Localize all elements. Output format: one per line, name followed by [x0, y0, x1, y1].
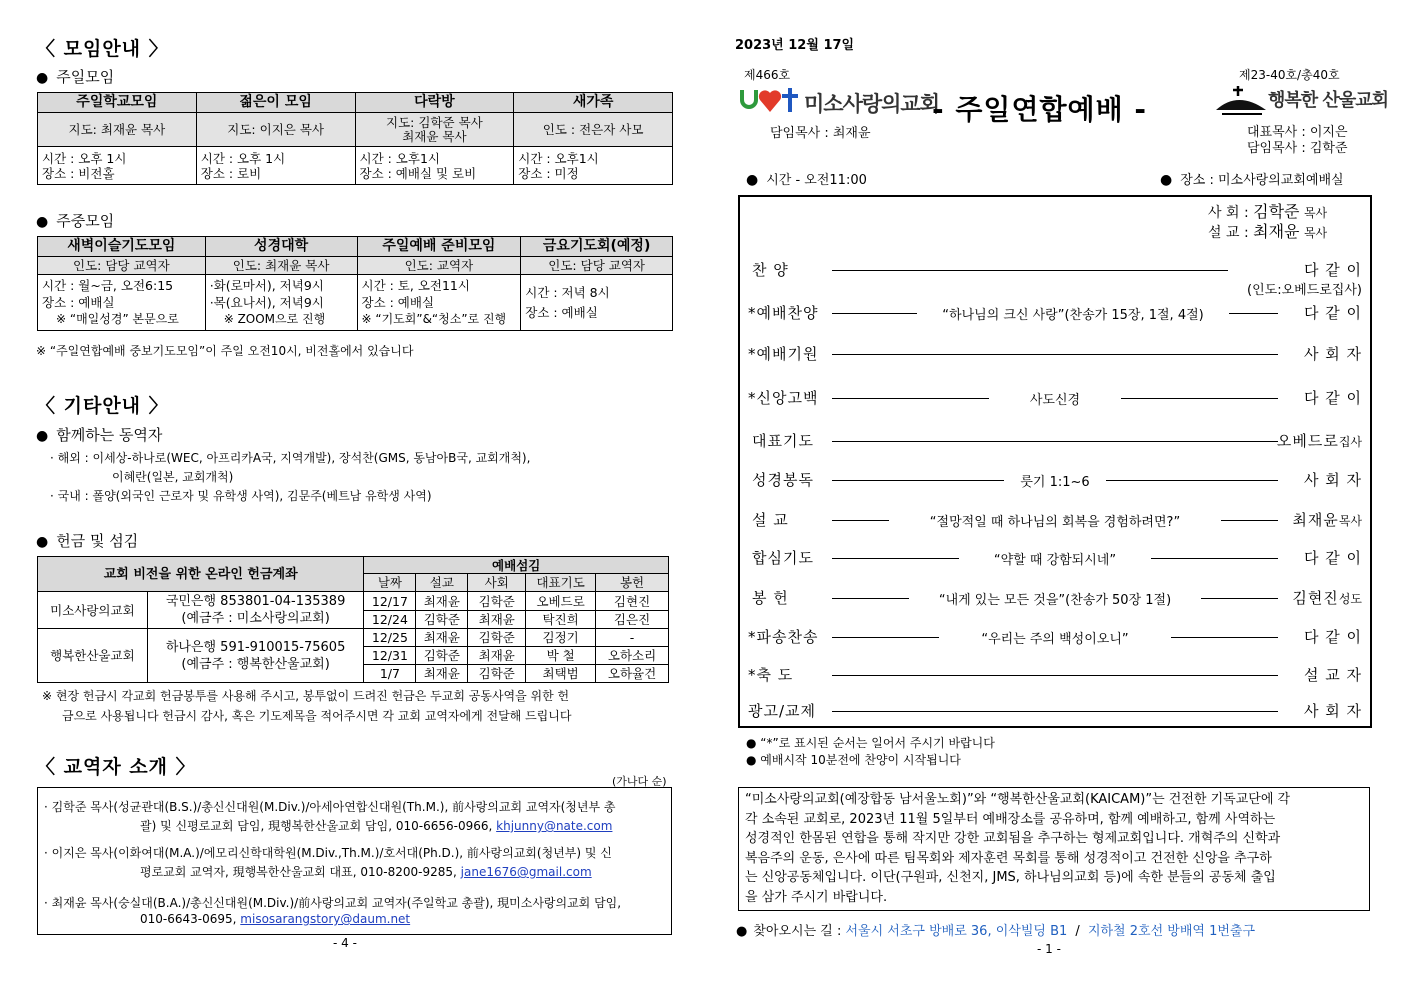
order-who: [1304, 302, 1362, 323]
domestic-coworkers: · 국내 : 폴양(외국인 근로자 및 유학생 사역), 김문주(베트남 유학생 사역): [50, 489, 432, 503]
order-detail: “내게 있는 모든 것을”(찬송가 50장 1절): [938, 593, 1172, 608]
sunday-meeting-lead: 지도: 최재윤 목사: [38, 113, 197, 147]
weekday-meeting-name: 금요기도회(예정): [521, 237, 673, 257]
meeting-line: 시간 : 저녁 8시: [525, 284, 610, 300]
about-line: 복음주의 운동, 은사에 따른 팀목회와 제자훈련 목회를 통해 성경적이고 건전한 신앙을 추구하: [745, 850, 1272, 866]
meeting-note: ※ ZOOM으로 진행: [223, 312, 326, 326]
pastor-choi-email[interactable]: misosarangstory@daum.net: [240, 912, 411, 926]
sunday-meeting-info: [514, 147, 673, 185]
weekday-meeting-lead: 인도: 최재윤 목사: [205, 257, 357, 275]
order-who-sub: (인도:오베드로집사): [1247, 283, 1362, 298]
preacher-line: [1208, 219, 1327, 242]
directions-bullet: ●: [736, 924, 748, 939]
order-item: [740, 469, 1370, 491]
serve-cell: 김학준: [468, 665, 526, 683]
overseas-coworkers-cont: 이혜란(일본, 교회개척): [112, 470, 234, 484]
church-name: 행복한산울교회: [38, 629, 148, 683]
about-line: 각 소속된 교회로, 2023년 11월 5일부터 예배장소를 공유하며, 함께 예배하고, 함께 사역하는: [745, 811, 1276, 827]
order-who: [1304, 547, 1362, 568]
serve-col-header: 날짜: [364, 574, 416, 592]
about-box: [738, 787, 1370, 911]
order-item: [740, 547, 1370, 569]
pastor-kim: · 김학준 목사(성균관대(B.S.)/총신신대원(M.Div.)/아세아연합신대원(Th.M.), 前사랑의교회 교역자(청년부 총: [44, 800, 616, 814]
miso-church-logo: [738, 86, 802, 118]
about-text: [745, 790, 1290, 907]
order-who: [1304, 469, 1362, 490]
order-label: 설 교: [752, 511, 789, 529]
order-who-name: 다 같 이: [1303, 304, 1362, 322]
order-label: *예배찬양: [748, 304, 819, 322]
offering-note-cont: 금으로 사용됩니다 헌금시 감사, 혹은 기도제목을 적어주시면 각 교회 교역자에게 전달해 드립니다: [62, 709, 572, 723]
meeting-place: 장소 : 예배실 및 로비: [359, 165, 477, 181]
order-leader-line: [1121, 398, 1278, 399]
directions-separator: /: [1075, 924, 1080, 939]
meeting-place: 장소 : 미정: [518, 165, 579, 181]
weekday-meetings-heading: ● 주중모임: [36, 210, 114, 231]
serve-cell: 최재윤: [416, 665, 468, 683]
weekday-meeting-name: 새벽이슬기도모임: [38, 237, 206, 257]
sunday-meeting-lead: [355, 113, 514, 147]
order-label: 광고/교제: [748, 702, 817, 720]
order-leader-line: [832, 637, 939, 638]
order-item: [740, 700, 1370, 722]
offering-note: ※ 현장 헌금시 각교회 헌금봉투를 사용해 주시고, 봉투없이 드려진 헌금은 두교회 공동사역을 위한 헌: [42, 689, 570, 703]
right-page: [700, 0, 1403, 992]
church-name: 미소사랑의교회: [38, 592, 148, 629]
issue-number-right: 제23-40호/총40호: [1239, 68, 1340, 82]
order-label: *예배기원: [748, 345, 819, 363]
order-detail: 룻기 1:1~6: [1020, 475, 1090, 490]
order-leader-line: [832, 675, 1278, 676]
weekday-meeting-info: [205, 275, 357, 331]
order-who-title: 성도: [1338, 592, 1362, 606]
order-who-name: 사 회 자: [1303, 471, 1362, 489]
order-leader-line: [1221, 520, 1278, 521]
pastor-right-1: 대표목사 : 이지은: [1247, 125, 1348, 140]
pastor-left: 담임목사 : 최재윤: [770, 126, 871, 141]
order-item: [740, 626, 1370, 648]
overseas-coworkers: · 해외 : 이세상-하나로(WEC, 아프리카A국, 지역개발), 장석찬(GMS, 동남아B국, 교회개척),: [50, 451, 531, 465]
serve-col-header: 봉헌: [596, 574, 669, 592]
directions-label: 찾아오시는 길 :: [753, 924, 842, 939]
order-who-title: 집사: [1338, 435, 1362, 449]
pastor-kim-cont: [140, 817, 612, 834]
directions: [736, 920, 1255, 939]
serve-cell: 12/31: [364, 647, 416, 665]
order-who-name: 김현진: [1292, 589, 1339, 607]
account-cell: [147, 592, 364, 629]
pastor-choi-cont: [140, 912, 410, 926]
sunday-meeting-name: 주일학교모임: [38, 93, 197, 113]
serve-cell: -: [596, 629, 669, 647]
meeting-line: ·화(로마서), 저녁9시: [209, 278, 324, 293]
account-cell: [147, 629, 364, 683]
order-leader-line: [832, 480, 1004, 481]
sunday-meetings-heading: ● 주일모임: [36, 66, 114, 87]
pastor-choi: · 최재윤 목사(숭실대(B.A.)/총신신대원(M.Div.)/前사랑의교회 교역자(주일학교 총괄), 現미소사랑의교회 담임,: [44, 896, 622, 910]
order-who: [1277, 430, 1362, 451]
other-info-title: 〈 기타안내 〉: [36, 395, 169, 417]
service-time: ● 시간 - 오전11:00: [746, 169, 867, 188]
order-detail: “하나님의 크신 사랑”(찬송가 15장, 1절, 4절): [942, 308, 1204, 323]
page-number: - 1 -: [1037, 942, 1061, 956]
order-who: [1304, 387, 1362, 408]
sunday-meeting-lead: 인도 : 전은자 사모: [514, 113, 673, 147]
order-who: [1304, 664, 1362, 685]
meeting-note: ※ “기도회”&“청소”로 진행: [361, 312, 507, 326]
pastor-kim-email[interactable]: khjunny@nate.com: [496, 819, 613, 833]
serve-cell: 12/25: [364, 629, 416, 647]
sunday-meetings-table: [37, 92, 673, 185]
order-detail: 사도신경: [1029, 393, 1081, 408]
intercession-note: ※ “주일연합예배 중보기도모임”이 주일 오전10시, 비전홀에서 있습니다: [36, 344, 414, 358]
order-leader-line: [1201, 598, 1278, 599]
order-item: [740, 430, 1370, 452]
sanul-church-logo: [1214, 84, 1268, 122]
pastor-kim-text: 괄) 및 신평로교회 담임, 現행복한산울교회 담임, 010-6656-0966,: [140, 819, 493, 833]
order-leader-line: [832, 558, 959, 559]
order-who-name: 사 회 자: [1303, 702, 1362, 720]
sunday-meeting-lead-line: 지도: 김학준 목사: [386, 114, 483, 130]
order-label: *축 도: [748, 666, 794, 684]
host-label: 사 회 :: [1208, 205, 1249, 221]
order-label: *신앙고백: [748, 389, 819, 407]
about-line: 을 삼가 주시기 바랍니다.: [745, 889, 888, 905]
order-item: [740, 343, 1370, 365]
meeting-line: ·목(요나서), 저녁9시: [209, 295, 324, 310]
weekday-meeting-name: 성경대학: [205, 237, 357, 257]
sunday-meeting-info: [355, 147, 514, 185]
sunday-meeting-lead: 지도: 이지은 목사: [196, 113, 355, 147]
order-note: (가나다 순): [612, 775, 667, 788]
order-who: [1304, 700, 1362, 721]
meeting-line: 시간 : 월~금, 오전6:15: [42, 278, 174, 293]
serve-cell: 오하소리: [596, 647, 669, 665]
serve-cell: 최택범: [526, 665, 596, 683]
order-item: [740, 509, 1370, 531]
order-who: [1304, 259, 1362, 280]
order-who-name: 오베드로: [1276, 432, 1339, 450]
miso-logo-icon: [738, 86, 802, 114]
pastor-right-2: 담임목사 : 김학준: [1247, 141, 1348, 156]
meeting-place: 장소 : 로비: [200, 165, 262, 181]
host-name: 김학준: [1253, 202, 1300, 221]
meetings-title: 〈 모임안내 〉: [36, 38, 169, 60]
weekday-meetings-table: [37, 236, 673, 331]
preacher-suffix: 목사: [1303, 226, 1328, 240]
directions-subway: 지하철 2호선 방배역 1번출구: [1087, 924, 1256, 939]
order-who-name: 다 같 이: [1303, 628, 1362, 646]
meeting-line: 장소 : 예배실: [525, 304, 598, 320]
serve-cell: 최재윤: [416, 592, 468, 611]
pastors-box: [37, 787, 672, 935]
sunday-meeting-name: 젊은이 모임: [196, 93, 355, 113]
page-number: - 4 -: [333, 936, 357, 950]
sunday-meeting-info: [38, 147, 197, 185]
order-leader-line: [1106, 480, 1278, 481]
order-leader-line: [832, 441, 1278, 442]
order-label: 합심기도: [752, 549, 814, 567]
serve-col-header: 사회: [468, 574, 526, 592]
sunday-meeting-name: 다락방: [355, 93, 514, 113]
bulletin-date: 2023년 12월 17일: [735, 38, 855, 53]
serve-cell: 김은진: [596, 611, 669, 629]
directions-address: 서울시 서초구 방배로 36, 이삭빌딩 B1: [845, 924, 1068, 939]
pastor-choi-text: 010-6643-0695,: [140, 912, 237, 926]
meeting-time: 시간 : 오후 1시: [200, 150, 286, 166]
standing-note: ● “*”로 표시된 순서는 일어서 주시기 바랍니다: [746, 736, 995, 750]
pastor-lee-text: 평로교회 교역자, 現행복한산울교회 대표, 010-8200-9285,: [140, 865, 457, 879]
order-leader-line: [1229, 313, 1278, 314]
serve-cell: 최재윤: [468, 611, 526, 629]
serve-col-header: 대표기도: [526, 574, 596, 592]
weekday-meeting-lead: 인도: 담당 교역자: [521, 257, 673, 275]
order-who-name: 사 회 자: [1303, 345, 1362, 363]
order-detail: “우리는 주의 백성이오니”: [981, 632, 1129, 647]
weekday-meeting-lead: 인도: 교역자: [357, 257, 521, 275]
sunday-meeting-info: [196, 147, 355, 185]
meeting-time: 시간 : 오후1시: [518, 150, 599, 166]
order-who-name: 다 같 이: [1303, 389, 1362, 407]
meeting-time: 시간 : 오후1시: [359, 150, 440, 166]
weekday-meeting-info: [357, 275, 521, 331]
church-name-right: 행복한 산울교회: [1268, 90, 1388, 111]
order-item: [740, 387, 1370, 409]
order-who-name: 최재윤: [1292, 511, 1339, 529]
order-who: [1304, 626, 1362, 647]
left-page: [0, 0, 700, 992]
account-holder: (예금주 : 행복한산울교회): [181, 656, 330, 672]
praise-note: ● 예배시작 10분전에 찬양이 시작됩니다: [746, 753, 961, 767]
order-item: [740, 259, 1370, 298]
account-header: 교회 비전을 위한 온라인 헌금계좌: [38, 557, 364, 592]
serve-cell: 탁진희: [526, 611, 596, 629]
pastor-lee: · 이지은 목사(이화여대(M.A.)/에모리신학대학원(M.Div.,Th.M.)/호서대(Ph.D.), 前사랑의교회(청년부) 및 신: [44, 846, 612, 860]
sanul-logo-icon: [1214, 84, 1268, 118]
serve-col-header: 설교: [416, 574, 468, 592]
meeting-line: 시간 : 토, 오전11시: [361, 278, 470, 293]
about-line: “미소사랑의교회(예장합동 남서울노회)”와 “행복한산울교회(KAICAM)”는 건전한 기독교단에 각: [745, 792, 1291, 807]
about-line: 는 신앙공동체입니다. 이단(구원파, 신천지, JMS, 하나님의교회 등)에 속한 분들의 공동체 출입: [745, 870, 1276, 885]
serve-cell: 최재윤: [416, 629, 468, 647]
order-who-name: 다 같 이: [1303, 261, 1362, 279]
serve-cell: 김학준: [416, 647, 468, 665]
pastor-lee-email[interactable]: jane1676@gmail.com: [460, 865, 592, 879]
order-leader-line: [832, 398, 989, 399]
order-label: 대표기도: [752, 432, 814, 450]
serve-cell: 최재윤: [468, 647, 526, 665]
serve-cell: 1/7: [364, 665, 416, 683]
order-who: [1292, 509, 1362, 530]
service-title: - 주일연합예배 -: [932, 93, 1148, 126]
pastors-title: 〈 교역자 소개 〉: [36, 756, 196, 778]
sunday-meeting-name: 새가족: [514, 93, 673, 113]
serve-cell: 오하율건: [596, 665, 669, 683]
serve-cell: 오베드로: [526, 592, 596, 611]
offering-heading: ● 헌금 및 섬김: [36, 530, 138, 551]
order-of-service: [738, 195, 1372, 728]
about-line: 성경적인 한몸된 연합을 통해 작지만 강한 교회됨을 추구하는 형제교회입니다. 개혁주의 신학과: [745, 831, 1281, 846]
order-detail: “절망적일 때 하나님의 회복을 경험하려면?”: [929, 515, 1181, 530]
meeting-line: 장소 : 예배실: [42, 295, 115, 310]
order-leader-line: [1151, 558, 1278, 559]
serve-header: 예배섬김: [364, 557, 669, 574]
serve-cell: 김정기: [526, 629, 596, 647]
order-who: [1304, 343, 1362, 364]
sunday-meeting-lead-line: 최재윤 목사: [402, 128, 467, 144]
serve-cell: 김학준: [416, 611, 468, 629]
meeting-line: 장소 : 예배실: [361, 295, 435, 310]
order-who-title: 목사: [1338, 514, 1362, 528]
meeting-note: ※ “매일성경” 본문으로: [56, 312, 179, 326]
preacher-name: 최재윤: [1253, 222, 1300, 241]
weekday-meeting-name: 주일예배 준비모임: [357, 237, 521, 257]
order-leader-line: [1171, 637, 1278, 638]
order-item: [740, 302, 1370, 324]
weekday-meeting-info: [38, 275, 206, 331]
order-detail: “약할 때 강함되시네”: [993, 553, 1117, 568]
pastor-lee-cont: [140, 863, 592, 880]
serve-cell: 김현진: [596, 592, 669, 611]
order-item: [740, 664, 1370, 686]
order-label: 찬 양: [752, 261, 789, 279]
order-leader-line: [832, 598, 909, 599]
order-leader-line: [832, 270, 1228, 271]
serve-cell: 12/17: [364, 592, 416, 611]
order-item: [740, 587, 1370, 609]
order-who-name: 설 교 자: [1303, 666, 1362, 684]
order-who-name: 다 같 이: [1303, 549, 1362, 567]
weekday-meeting-lead: 인도: 담당 교역자: [38, 257, 206, 275]
coworkers-heading: ● 함께하는 동역자: [36, 424, 162, 445]
meeting-place: 장소 : 비전홀: [42, 165, 115, 181]
serve-cell: 박 철: [526, 647, 596, 665]
bank-account: 하나은행 591-910015-75605: [165, 639, 346, 655]
church-name-left: 미소사랑의교회: [804, 92, 940, 116]
issue-number-left: 제466호: [744, 68, 791, 82]
order-leader-line: [832, 313, 917, 314]
serve-cell: 김학준: [468, 629, 526, 647]
bank-account: 국민은행 853801-04-135389: [165, 594, 346, 609]
preacher-label: 설 교 :: [1208, 225, 1249, 241]
serve-cell: 김학준: [468, 592, 526, 611]
order-leader-line: [832, 711, 1278, 712]
service-place: ● 장소 : 미소사랑의교회예배실: [1160, 169, 1344, 188]
serve-cell: 12/24: [364, 611, 416, 629]
order-who: [1292, 587, 1362, 608]
order-label: *파송찬송: [748, 628, 819, 646]
order-label: 성경봉독: [752, 471, 814, 489]
offering-table: [37, 556, 669, 683]
meeting-time: 시간 : 오후 1시: [42, 150, 127, 166]
order-leader-line: [832, 520, 889, 521]
host-suffix: 목사: [1303, 206, 1328, 220]
order-leader-line: [832, 354, 1278, 355]
weekday-meeting-info: [521, 275, 673, 331]
account-holder: (예금주 : 미소사랑의교회): [181, 611, 330, 626]
order-label: 봉 헌: [752, 589, 789, 607]
